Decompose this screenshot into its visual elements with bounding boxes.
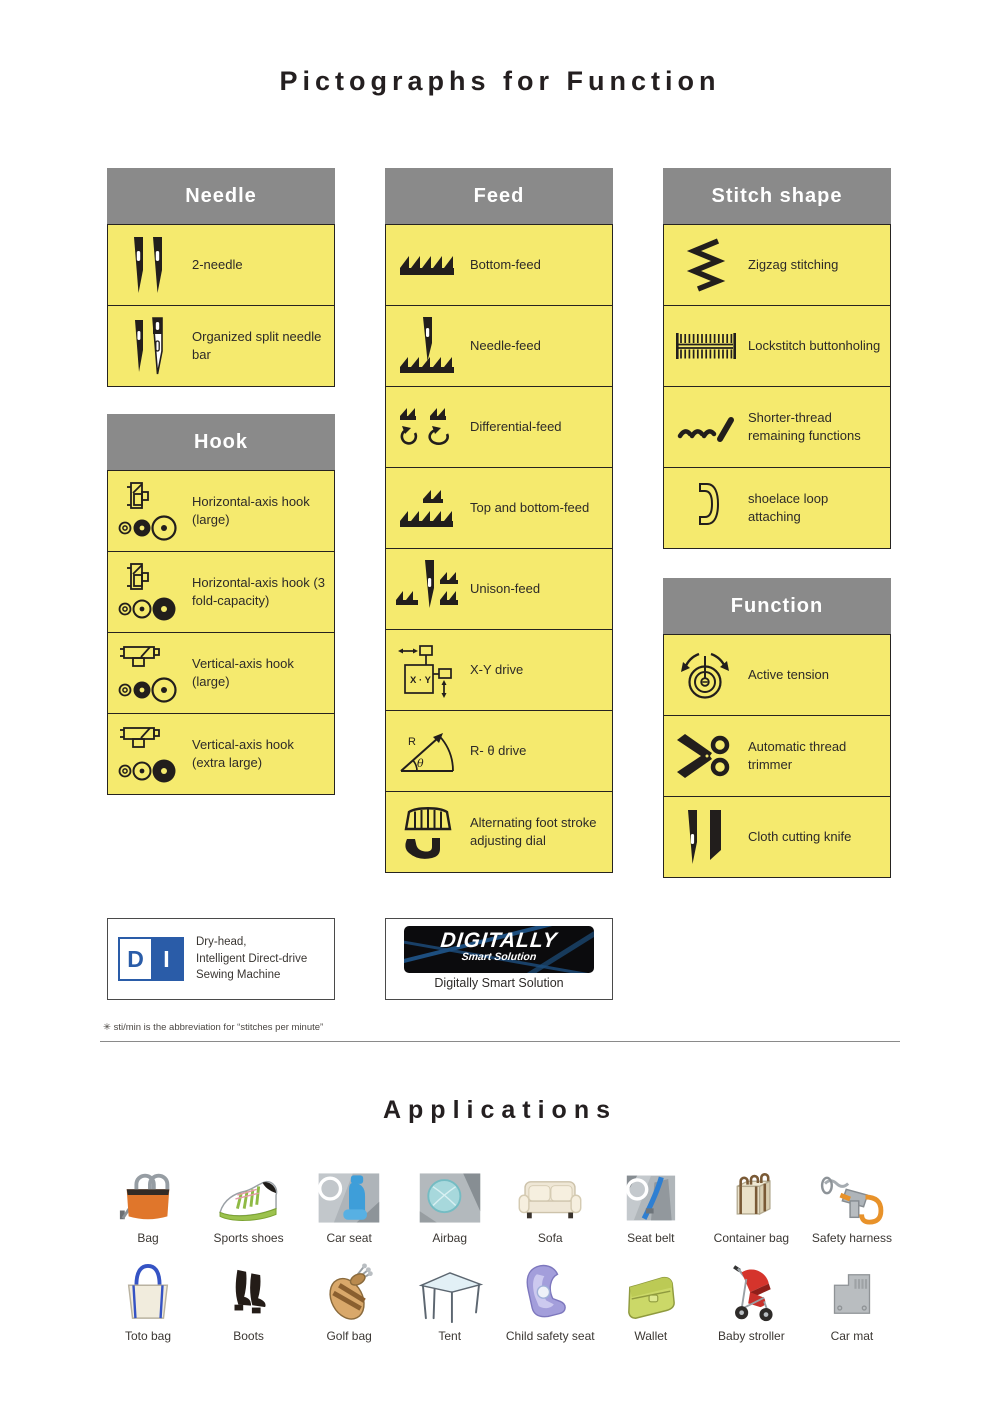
child-safety-seat-icon	[520, 1260, 580, 1324]
pictogram-cell	[385, 629, 613, 711]
pictogram-label: Unison-feed	[470, 581, 541, 597]
page-title: Pictographs for Function	[279, 66, 721, 96]
thread-trimmer-icon	[664, 728, 748, 784]
pictogram-cell	[385, 791, 613, 873]
digitally-logo-subtitle: Smart Solution	[461, 951, 537, 963]
pictogram-label: Vertical-axis hook (extra large)	[192, 737, 294, 770]
application-label: Baby stroller	[718, 1329, 785, 1343]
pictogram-cell	[107, 305, 335, 387]
pictogram-label: Bottom-feed	[470, 257, 541, 273]
pictogram-cell	[107, 470, 335, 552]
pictogram-cell	[385, 305, 613, 387]
application-item	[100, 1162, 196, 1245]
application-label: Toto bag	[124, 1329, 172, 1343]
sports-shoes-icon	[214, 1162, 284, 1226]
application-label: Tent	[438, 1329, 462, 1343]
application-item	[402, 1260, 498, 1343]
pictogram-cell	[385, 548, 613, 630]
pictogram-cell	[107, 632, 335, 714]
application-item	[301, 1162, 397, 1245]
application-item	[603, 1162, 699, 1245]
toto-bag-icon	[119, 1260, 177, 1324]
pictogram-cell	[663, 715, 891, 797]
application-label: Wallet	[634, 1329, 668, 1343]
pictogram-cell	[385, 467, 613, 549]
bag-icon	[113, 1162, 183, 1226]
pictogram-label: Horizontal-axis hook (3 fold-capacity)	[192, 575, 325, 608]
pictogram-label: Active tension	[748, 667, 829, 683]
lockstitch-buttonholing-icon	[664, 326, 748, 366]
seat-belt-icon	[620, 1162, 682, 1226]
wallet-icon	[620, 1260, 682, 1324]
digitally-logo-title: DIGITALLY	[439, 929, 559, 952]
horizontal-axis-hook-3fold-icon	[108, 562, 192, 622]
pictogram-cell	[107, 224, 335, 306]
pictogram-label: R- θ drive	[470, 743, 527, 759]
bottom-feed-icon	[386, 252, 470, 278]
pictogram-label: X-Y drive	[470, 662, 524, 678]
di-logo	[118, 937, 184, 981]
pictogram-cell	[107, 551, 335, 633]
pictogram-label: Shorter-thread remaining functions	[748, 410, 861, 443]
sofa-icon	[515, 1162, 585, 1226]
application-label: Sofa	[537, 1231, 563, 1245]
applications-title: Applications	[382, 1096, 617, 1124]
application-label: Container bag	[713, 1231, 790, 1245]
pictogram-cell	[663, 634, 891, 716]
differential-feed-icon	[386, 404, 470, 450]
section-header-needle: Needle	[107, 168, 335, 224]
pictogram-cell	[385, 386, 613, 468]
di-description-line2: Intelligent Direct-drive	[196, 952, 308, 965]
di-description	[196, 934, 307, 984]
svg-text:θ: θ	[417, 757, 424, 770]
zigzag-stitching-icon	[664, 237, 748, 293]
application-item	[804, 1162, 900, 1245]
application-item	[603, 1260, 699, 1343]
application-label: Car mat	[830, 1329, 874, 1343]
application-label: Safety harness	[811, 1231, 892, 1245]
svg-text:R: R	[408, 736, 416, 748]
application-label: Golf bag	[326, 1329, 372, 1343]
application-label: Sports shoes	[213, 1231, 284, 1245]
application-item	[703, 1162, 799, 1245]
section-needle	[107, 168, 335, 387]
pictogram-label: Automatic thread trimmer	[748, 739, 847, 772]
pictogram-cell	[663, 224, 891, 306]
golf-bag-icon	[318, 1260, 380, 1324]
two-needle-icon	[108, 236, 192, 294]
application-item	[703, 1260, 799, 1343]
horizontal-axis-hook-large-icon	[108, 481, 192, 541]
svg-text:X · Y: X · Y	[410, 675, 431, 686]
pictogram-label: Alternating foot stroke adjusting dial	[470, 815, 597, 848]
application-item	[502, 1162, 598, 1245]
vertical-axis-hook-large-icon	[108, 643, 192, 703]
airbag-icon	[416, 1162, 484, 1226]
application-item	[502, 1260, 598, 1343]
application-label: Airbag	[432, 1231, 468, 1245]
di-description-line3: Sewing Machine	[196, 969, 281, 982]
section-stitch-shape	[663, 168, 891, 549]
digitally-logo-box	[385, 918, 613, 1000]
pictogram-label: Differential-feed	[470, 419, 562, 435]
organized-split-needle-bar-icon	[108, 317, 192, 375]
applications-row-1	[100, 1162, 900, 1245]
tent-icon	[415, 1260, 485, 1324]
car-mat-icon	[824, 1260, 880, 1324]
pictogram-label: shoelace loop attaching	[748, 491, 829, 524]
pictogram-label: Horizontal-axis hook (large)	[192, 494, 310, 527]
section-header-stitch-shape: Stitch shape	[663, 168, 891, 224]
di-logo-letter-i: I	[151, 939, 182, 979]
section-feed	[385, 168, 613, 873]
active-tension-icon	[664, 646, 748, 704]
section-hook	[107, 414, 335, 795]
unison-feed-icon	[386, 560, 470, 618]
shoelace-loop-icon	[664, 480, 748, 536]
section-header-hook: Hook	[107, 414, 335, 470]
pictogram-label: Zigzag stitching	[748, 257, 839, 273]
r-theta-drive-icon	[386, 725, 470, 777]
pictogram-label: 2-needle	[192, 257, 243, 273]
pictogram-cell	[663, 796, 891, 878]
application-label: Child safety seat	[505, 1329, 595, 1343]
section-header-function: Function	[663, 578, 891, 634]
application-item	[201, 1260, 297, 1343]
application-item	[301, 1260, 397, 1343]
application-item	[804, 1260, 900, 1343]
application-item	[402, 1162, 498, 1245]
digitally-caption: Digitally Smart Solution	[434, 976, 564, 990]
baby-stroller-icon	[721, 1260, 781, 1324]
alternating-foot-dial-icon	[386, 803, 470, 861]
application-label: Bag	[137, 1231, 159, 1245]
application-label: Seat belt	[627, 1231, 675, 1245]
cloth-cutting-knife-icon	[664, 808, 748, 866]
section-function	[663, 578, 891, 878]
di-description-line1: Dry-head,	[196, 935, 247, 948]
pictogram-cell	[663, 386, 891, 468]
pictogram-label: Cloth cutting knife	[748, 829, 852, 845]
application-item	[201, 1162, 297, 1245]
footnote: ✳ sti/min is the abbreviation for “stitches per minute”	[103, 1022, 324, 1033]
pictogram-cell	[663, 467, 891, 549]
digitally-logo	[404, 926, 594, 973]
applications-row-2	[100, 1260, 900, 1343]
pictogram-cell	[107, 713, 335, 795]
pictogram-label: Lockstitch buttonholing	[748, 338, 881, 354]
pictogram-label: Organized split needle bar	[192, 329, 322, 362]
pictogram-cell	[385, 224, 613, 306]
section-header-feed: Feed	[385, 168, 613, 224]
application-item	[100, 1260, 196, 1343]
xy-drive-icon	[386, 641, 470, 699]
needle-feed-icon	[386, 317, 470, 375]
vertical-axis-hook-extra-large-icon	[108, 724, 192, 784]
application-label: Car seat	[326, 1231, 372, 1245]
pictogram-label: Top and bottom-feed	[470, 500, 590, 516]
car-seat-icon	[315, 1162, 383, 1226]
shorter-thread-icon	[664, 409, 748, 445]
container-bag-icon	[720, 1162, 782, 1226]
di-logo-box	[107, 918, 335, 1000]
boots-icon	[221, 1260, 277, 1324]
application-label: Boots	[233, 1329, 264, 1343]
pictogram-cell	[663, 305, 891, 387]
divider-rule	[100, 1041, 900, 1042]
top-and-bottom-feed-icon	[386, 487, 470, 529]
pictogram-label: Vertical-axis hook (large)	[192, 656, 294, 689]
pictogram-cell	[385, 710, 613, 792]
di-logo-letter-d: D	[120, 939, 151, 979]
pictogram-label: Needle-feed	[470, 338, 541, 354]
safety-harness-icon	[817, 1162, 887, 1226]
